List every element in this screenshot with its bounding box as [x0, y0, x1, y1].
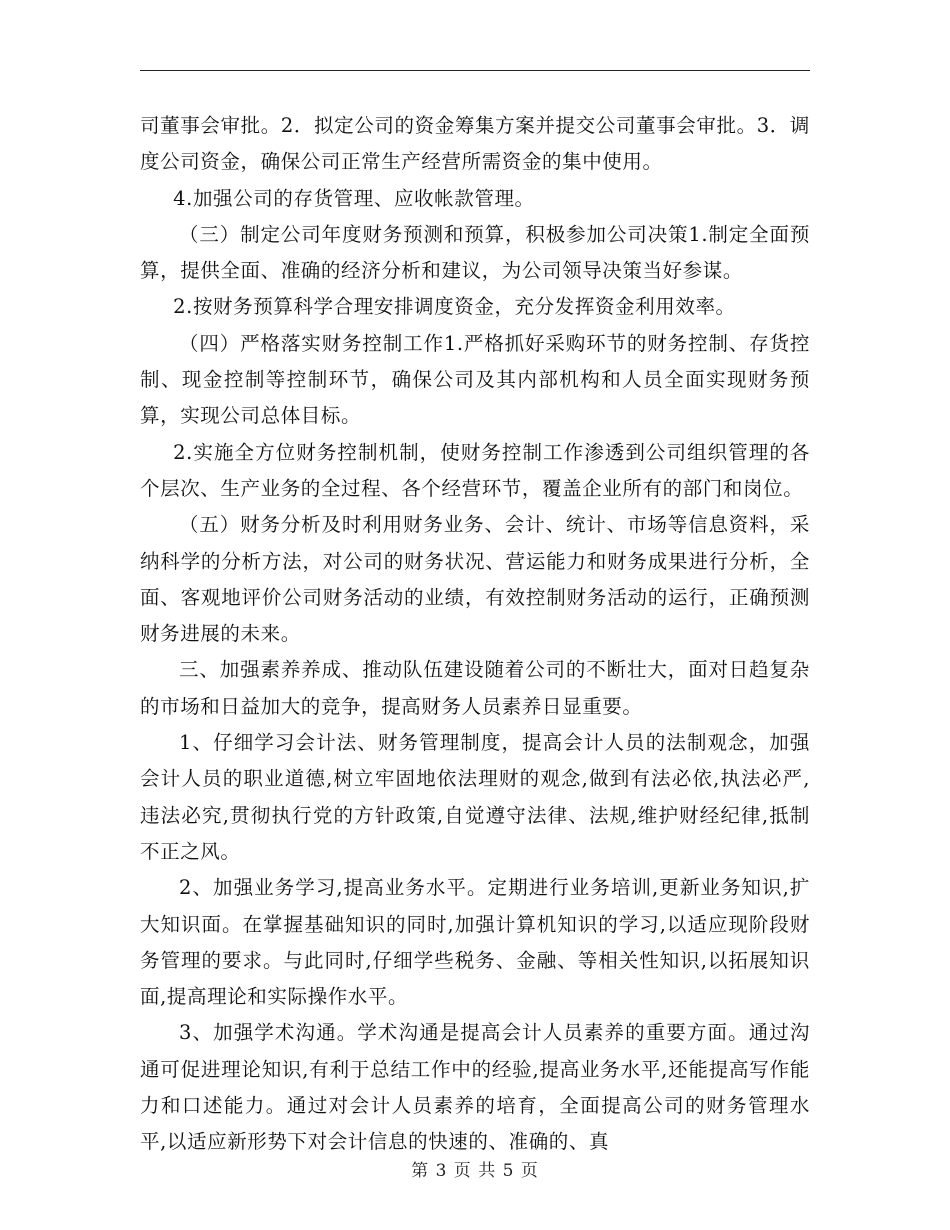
paragraph: 三、加强素养养成、推动队伍建设随着公司的不断壮大，面对日趋复杂的市场和日益加大的竞争，提高财务人员素养日显重要。	[140, 658, 810, 718]
paragraph: 2、加强业务学习,提高业务水平。定期进行业务培训,更新业务知识,扩大知识面。在掌握基础知识的同时,加强计算机知识的学习,以适应现阶段财务管理的要求。与此同时,仔细学些税务、金融、等相关性知识,以拓展知识面,提高理论和实际操作水平。	[140, 876, 810, 1009]
paragraph: 司董事会审批。2．拟定公司的资金筹集方案并提交公司董事会审批。3．调度公司资金，确保公司正常生产经营所需资金的集中使用。	[140, 114, 810, 174]
header-rule	[140, 70, 810, 71]
paragraph: 4.加强公司的存货管理、应收帐款管理。	[173, 186, 535, 210]
paragraph: 1、仔细学习会计法、财务管理制度，提高会计人员的法制观念，加强会计人员的职业道德,树立牢固地依法理财的观念,做到有法必依,执法必严,违法必究,贯彻执行党的方针政策,自觉遵守法律、法规,维护财经纪律,抵制不正之风。	[140, 731, 810, 863]
paragraph: 2.实施全方位财务控制机制，使财务控制工作渗透到公司组织管理的各个层次、生产业务的全过程、各个经营环节，覆盖企业所有的部门和岗位。	[140, 440, 810, 500]
paragraph: （三）制定公司年度财务预测和预算，积极参加公司决策1.制定全面预算，提供全面、准确的经济分析和建议，为公司领导决策当好参谋。	[140, 222, 810, 283]
page-number: 第 3 页 共 5 页	[411, 1161, 539, 1181]
paragraph: （五）财务分析及时利用财务业务、会计、统计、市场等信息资料，采纳科学的分析方法，对公司的财务状况、营运能力和财务成果进行分析，全面、客观地评价公司财务活动的业绩，有效控制财务活动的运行，正确预测财务进展的未来。	[140, 513, 810, 646]
paragraph: 3、加强学术沟通。学术沟通是提高会计人员素养的重要方面。通过沟通可促进理论知识,有利于总结工作中的经验,提高业务水平,还能提高写作能力和口述能力。通过对会计人员素养的培育，全面提高公司的财务管理水平,以适应新形势下对会计信息的快速的、准确的、真	[140, 1021, 810, 1154]
page-footer	[0, 1156, 950, 1181]
paragraph: （四）严格落实财务控制工作1.严格抓好采购环节的财务控制、存货控制、现金控制等控制环节，确保公司及其内部机构和人员全面实现财务预算，实现公司总体目标。	[140, 331, 810, 428]
paragraph: 2.按财务预算科学合理安排调度资金，充分发挥资金利用效率。	[173, 295, 736, 319]
body-text	[140, 108, 810, 1161]
